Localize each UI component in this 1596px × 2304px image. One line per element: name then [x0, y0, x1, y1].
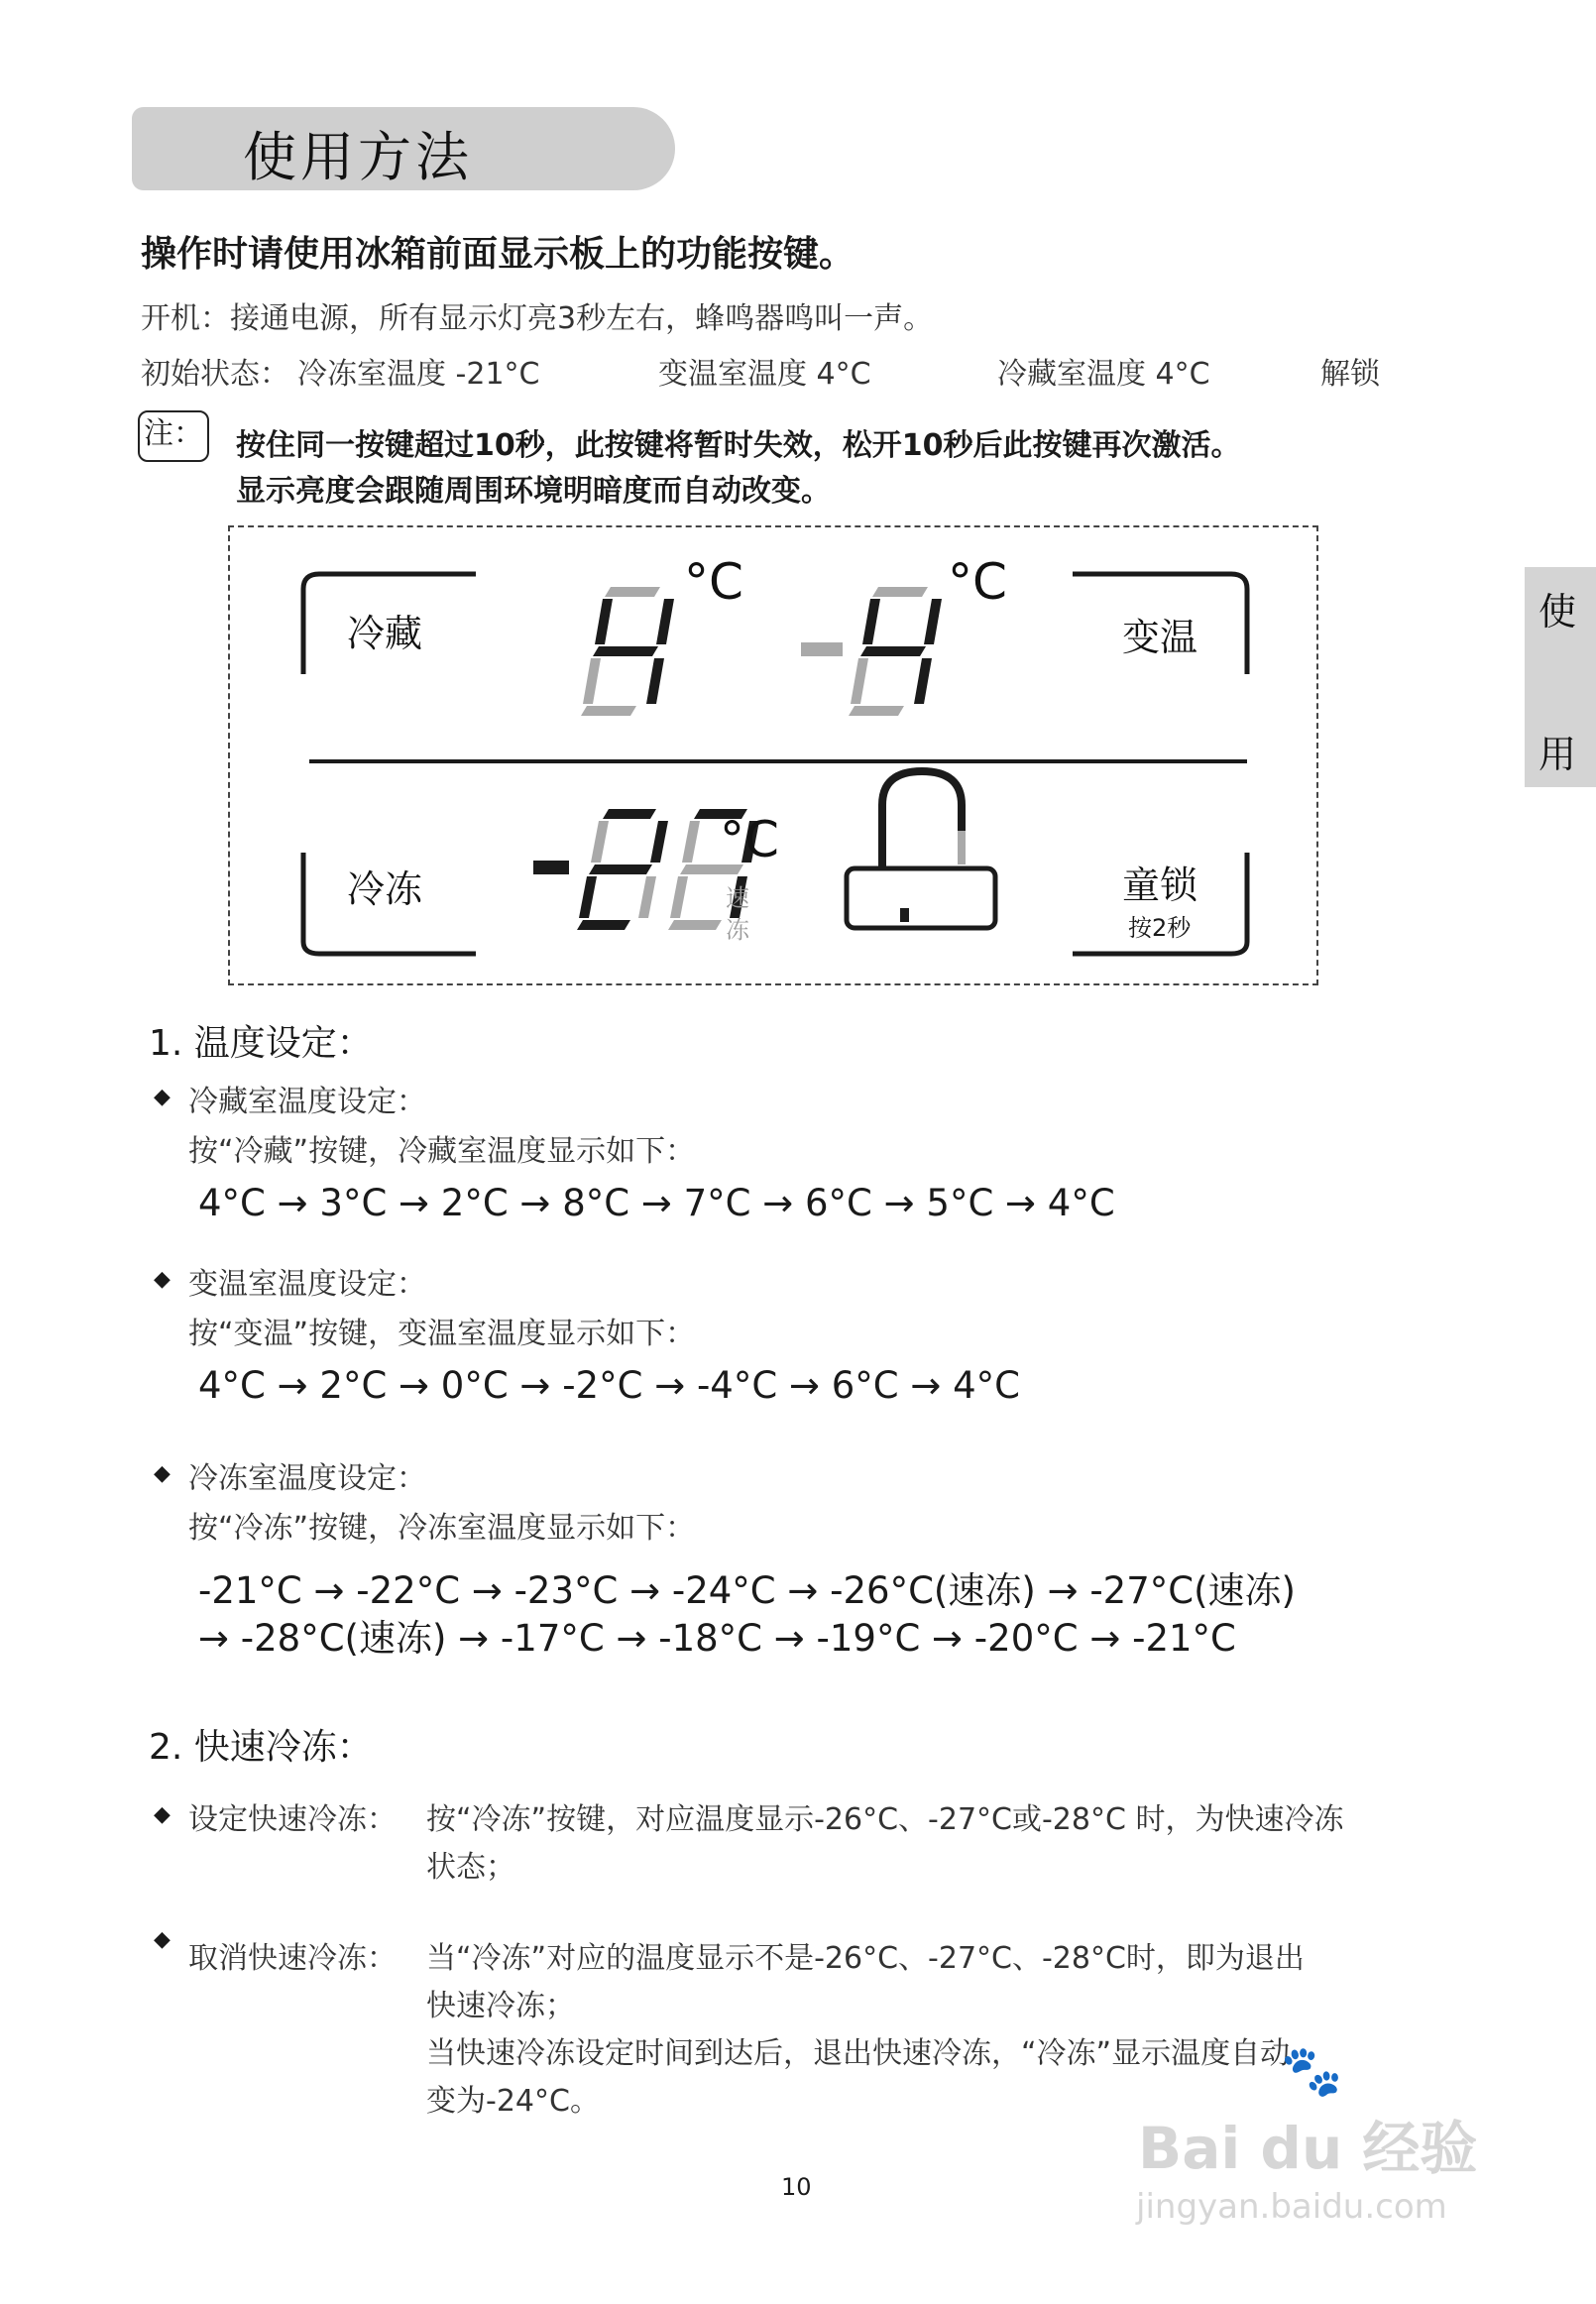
initial-lock-state: 解锁 [1320, 357, 1380, 392]
paw-icon: 🐾 [1281, 2042, 1343, 2100]
freezer-minus-sign [533, 861, 569, 874]
section-1-title: 1. 温度设定： [149, 1023, 373, 1064]
lock-hint: 按2秒 [1128, 914, 1192, 942]
bullet-diamond-icon: ◆ [154, 1927, 171, 1952]
side-tab-char-2: 用 [1539, 733, 1577, 776]
padlock-icon [847, 771, 995, 928]
section-2-title: 2. 快速冷冻： [149, 1727, 373, 1768]
power-on-text: 开机：接通电源，所有显示灯亮3秒左右，蜂鸣器鸣叫一声。 [141, 301, 934, 336]
note-line-1: 按住同一按键超过10秒，此按键将暂时失效，松开10秒后此按键再次激活。 [236, 428, 1241, 463]
freezer-degree-unit: °C [720, 811, 779, 868]
variable-digit [849, 587, 942, 716]
side-tab-char-1: 使 [1539, 590, 1577, 634]
variable-temp-sequence: 4°C → 2°C → 0°C → -2°C → -4°C → 6°C → 4°C [198, 1364, 1020, 1407]
control-display-panel [228, 525, 1318, 985]
freezer-button-label[interactable]: 冷冻 [347, 867, 423, 911]
freezer-temp-sequence-2: → -28°C(速冻) → -17°C → -18°C → -19°C → -20°C → -21°C [198, 1617, 1236, 1660]
set-quick-freeze-line-1: 按“冷冻”按键，对应温度显示-26°C、-27°C或-28°C 时，为快速冷冻 [426, 1802, 1344, 1837]
variable-button-label[interactable]: 变温 [1122, 616, 1198, 659]
intro-lead: 操作时请使用冰箱前面显示板上的功能按键。 [141, 234, 855, 275]
cancel-quick-freeze-line-2: 快速冷冻； [426, 1989, 575, 2023]
fridge-setting-instruction: 按“冷藏”按键，冷藏室温度显示如下： [188, 1134, 696, 1169]
note-line-2: 显示亮度会跟随周围环境明暗度而自动改变。 [236, 474, 831, 509]
set-quick-freeze-line-2: 状态； [426, 1850, 515, 1885]
cancel-quick-freeze-line-1: 当“冷冻”对应的温度显示不是-26°C、-27°C、-28°C时，即为退出 [426, 1941, 1305, 1976]
initial-state-label: 初始状态： [141, 357, 289, 392]
lock-button-label[interactable]: 童锁 [1122, 864, 1198, 907]
fridge-digit [581, 587, 674, 716]
freezer-temp-sequence-1: -21°C → -22°C → -23°C → -24°C → -26°C(速冻) → -27°C(速冻) [198, 1569, 1296, 1612]
fridge-temp-sequence: 4°C → 3°C → 2°C → 8°C → 7°C → 6°C → 5°C → 4°C [198, 1182, 1115, 1224]
initial-variable-temp: 变温室温度 4°C [658, 357, 871, 392]
variable-setting-heading: 变温室温度设定： [188, 1267, 426, 1302]
cancel-quick-freeze-line-4: 变为-24°C。 [426, 2084, 600, 2119]
bullet-diamond-icon: ◆ [154, 1085, 171, 1109]
set-quick-freeze-label: 设定快速冷冻： [188, 1802, 397, 1837]
freezer-digit-1 [577, 809, 668, 930]
bullet-diamond-icon: ◆ [154, 1461, 171, 1486]
fridge-degree-unit: °C [684, 553, 743, 611]
watermark-url: jingyan.baidu.com [1136, 2187, 1447, 2227]
freezer-setting-instruction: 按“冷冻”按键，冷冻室温度显示如下： [188, 1511, 696, 1546]
fridge-setting-heading: 冷藏室温度设定： [188, 1085, 426, 1119]
freezer-setting-heading: 冷冻室温度设定： [188, 1461, 426, 1496]
variable-minus-sign [801, 642, 843, 656]
quick-freeze-char-1: 速 [726, 884, 749, 912]
watermark-brand: Bai du 经验 [1138, 2115, 1478, 2182]
page-title: 使用方法 [243, 126, 473, 188]
quick-freeze-char-2: 冻 [726, 916, 749, 944]
cancel-quick-freeze-label: 取消快速冷冻： [188, 1941, 397, 1976]
initial-fridge-temp: 冷藏室温度 4°C [997, 357, 1210, 392]
bullet-diamond-icon: ◆ [154, 1267, 171, 1292]
variable-degree-unit: °C [948, 553, 1007, 611]
cancel-quick-freeze-line-3: 当快速冷冻设定时间到达后，退出快速冷冻，“冷冻”显示温度自动 [426, 2036, 1291, 2071]
variable-setting-instruction: 按“变温”按键，变温室温度显示如下： [188, 1317, 696, 1351]
page-number: 10 [781, 2173, 812, 2201]
initial-freezer-temp: 冷冻室温度 -21°C [297, 357, 540, 392]
fridge-button-label[interactable]: 冷藏 [347, 612, 423, 655]
bullet-diamond-icon: ◆ [154, 1802, 171, 1827]
note-label: 注： [138, 410, 209, 462]
